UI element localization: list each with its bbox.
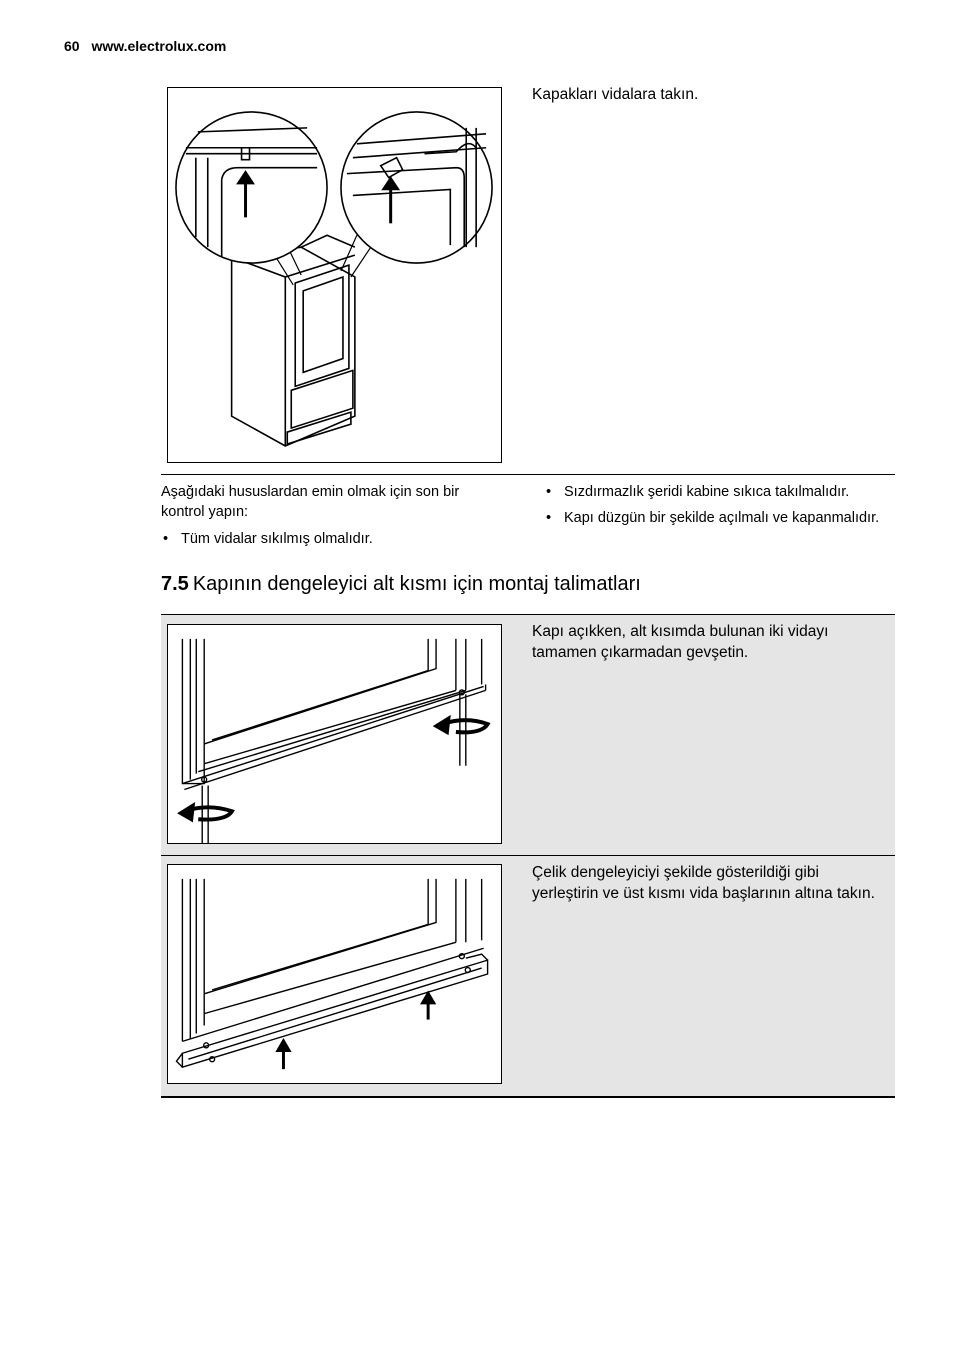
checklist-intro: Aşağıdaki hususlardan emin olmak için son bir kontrol yapın: — [161, 484, 460, 520]
step3-text: Çelik dengeleyiciyi şekilde gösterildiği gibi yerleştirin ve üst kısmı vida başlarının altına takın. — [532, 864, 875, 902]
figure-loosen-screws — [167, 624, 502, 844]
page-number: 60 — [64, 38, 80, 54]
checklist-left — [161, 482, 506, 555]
step1-text: Kapakları vidalara takın. — [532, 86, 699, 103]
cabinet-illustration — [168, 88, 501, 462]
page-header — [64, 38, 226, 54]
checklist-item: • Kapı düzgün bir şekilde açılmalı ve kapanmalıdır. — [544, 508, 890, 528]
site-url: www.electrolux.com — [91, 38, 227, 54]
checklist-item: • Tüm vidalar sıkılmış olmalıdır. — [161, 529, 506, 549]
section-number: 7.5 — [161, 573, 189, 595]
figure-insert-stabilizer — [167, 864, 502, 1084]
door-stabilizer-illustration — [168, 865, 501, 1083]
figure-cabinet-covers — [167, 87, 502, 463]
door-screws-illustration — [168, 625, 501, 843]
checklist-item: • Sızdırmazlık şeridi kabine sıkıca takılmalıdır. — [544, 482, 890, 502]
divider — [161, 474, 895, 475]
step2-text: Kapı açıkken, alt kısımda bulunan iki vidayı tamamen çıkarmadan gevşetin. — [532, 623, 829, 661]
checklist-right — [544, 482, 890, 534]
section-title: Kapının dengeleyici alt kısmı için montaj talimatları — [192, 573, 641, 595]
divider — [161, 1096, 895, 1098]
section-heading — [161, 573, 641, 596]
